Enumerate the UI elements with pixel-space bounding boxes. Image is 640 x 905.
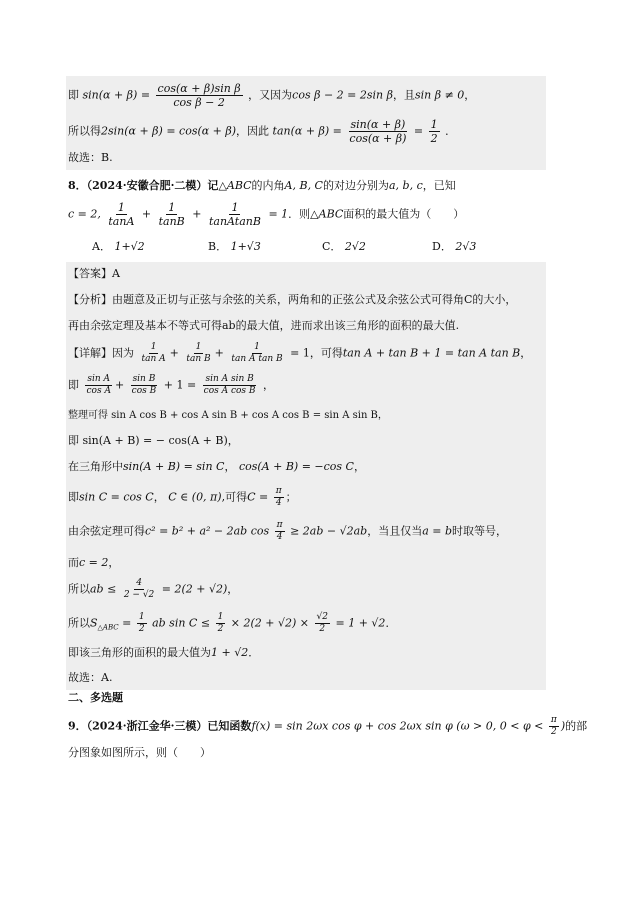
question-8-stem: 8．（2024·安徽合肥·二模）记△ABC的内角A, B, C的对边分别为a, b, c，已知 xyxy=(68,179,456,192)
detail-line-7: 由余弦定理可得c² = b² + a² − 2ab cos $\frac{\pi}{4}$ ≥ 2ab − √2ab，当且仅当a = b时取等号， xyxy=(68,520,508,542)
fraction: $\frac{\text{sin A}}{\text{cos A}}$ xyxy=(86,374,111,396)
fraction: $\frac{1}{2}$ xyxy=(138,612,145,634)
detail-line-5: 在三角形中sin(A + B) = sin C， cos(A + B) = −cos C， xyxy=(68,460,365,473)
choice-a[interactable]: A． 1+√2 xyxy=(92,240,145,253)
fraction: $\frac{1}{\text{tan A tan B}}$ xyxy=(231,342,283,364)
fraction: $\frac{1}{2}$ xyxy=(430,118,438,145)
fraction: $\frac{1}{\tan A}$ xyxy=(108,201,135,228)
previous-solution-line-3: 故选：B. xyxy=(68,151,113,164)
fraction: $\frac{1}{\text{tanAtanB}}$ xyxy=(208,201,261,228)
fraction: $\frac{4}{2 - √2}$ xyxy=(123,578,155,600)
question-9-stem: 9．（2024·浙江金华·三模）已知函数f(x) = sin 2ωx cos φ + cos 2ωx sin φ (ω > 0, 0 < φ < $\frac{\pi}{2}$ )的部 xyxy=(68,715,588,737)
fraction: $\frac{\sin(\alpha + \beta)}{\cos(\alpha + \beta)}$ xyxy=(349,118,407,145)
analysis-line-1: 【分析】由题意及正切与正弦与余弦的关系，两角和的正弦公式及余弦公式可得角C的大小， xyxy=(68,293,517,306)
choice-b[interactable]: B． 1+√3 xyxy=(208,240,261,253)
fraction: $\frac{\text{cos(α + β)sin β}}{\text{cos β − 2}}$ xyxy=(157,82,241,109)
fraction: $\frac{1}{\tan B}$ xyxy=(158,201,185,228)
detail-line-3: 整理可得 sin A cos B + cos A sin B + cos A cos B = sin A sin B， xyxy=(68,410,388,421)
fraction: $\frac{\pi}{4}$ xyxy=(275,486,282,508)
fraction: $\frac{1}{2}$ xyxy=(217,612,224,634)
question-9-stem-line-2: 分图象如图所示，则（ ） xyxy=(68,746,211,759)
fraction: $\frac{\text{sin A sin B}}{\text{cos A cos B}}$ xyxy=(203,374,256,396)
detail-line-1: 【详解】因为 $\frac{1}{\text{tan A}}$ + $\frac{1}{\text{tan B}}$ + $\frac{1}{\text{tan A tan B}}$ = 1，可得tan A + tan B + 1 = tan A tan B， xyxy=(68,342,532,364)
fraction: $\frac{\text{sin B}}{\text{cos B}}$ xyxy=(131,374,157,396)
fraction: $\frac{1}{\text{tan B}}$ xyxy=(186,342,211,364)
detail-line-4: 即 sin(A + B) = − cos(A + B)， xyxy=(68,434,239,447)
analysis-line-2: 再由余弦定理及基本不等式可得ab的最大值，进而求出该三角形的面积的最大值. xyxy=(68,319,460,332)
section-title-multiple-choice: 二、多选题 xyxy=(68,691,123,704)
detail-line-10: 所以$S_{\triangle ABC}$ = $\frac{1}{2}$ ab sin C ≤ $\frac{1}{2}$ × 2(2 + √2) × $\frac{√2}{2}$ = 1 + √2． xyxy=(68,612,397,634)
detail-line-11: 即该三角形的面积的最大值为1 + √2． xyxy=(68,646,260,659)
previous-solution-line-2: 所以得2sin(α + β) = cos(α + β)，因此 tan(α + β) = $\frac{\sin(\alpha + \beta)}{\cos(\alpha + \beta)}$ = $\frac{1}{2}$ ． xyxy=(68,118,457,145)
choice-d[interactable]: D． 2√3 xyxy=(432,240,477,253)
detail-line-9: 所以ab ≤ $\frac{4}{2 - √2}$ = 2(2 + √2)， xyxy=(68,578,239,600)
fraction: $\frac{\pi}{4}$ xyxy=(276,520,283,542)
answer-line: 【答案】A xyxy=(68,267,120,280)
previous-solution-line-1: 即 sin(α + β) = $\frac{\text{cos(α + β)sin β}}{\text{cos β − 2}}$ ，又因为cos β − 2 = 2sin β，且sin β ≠ 0， xyxy=(68,82,476,109)
fraction: $\frac{1}{\text{tan A}}$ xyxy=(141,342,166,364)
detail-line-8: 而c = 2， xyxy=(68,556,120,569)
question-8-condition: c = 2, $\frac{1}{\tan A}$ + $\frac{1}{\tan B}$ + $\frac{1}{\text{tanAtanB}}$ = 1．则△ABC面积的最大值为（ ） xyxy=(68,201,465,228)
fraction: $\frac{\pi}{2}$ xyxy=(550,715,557,737)
fraction: $\frac{√2}{2}$ xyxy=(316,612,328,634)
detail-line-6: 即sin C = cos C， C ∈ (0, π),可得C = $\frac{\pi}{4}$ ； xyxy=(68,486,297,508)
choice-c[interactable]: C． 2√2 xyxy=(322,240,366,253)
detail-line-12: 故选：A. xyxy=(68,671,113,684)
detail-line-2: 即 $\frac{\text{sin A}}{\text{cos A}}$ + $\frac{\text{sin B}}{\text{cos B}}$ + 1 = $\frac{\text{sin A sin B}}{\text{cos A cos B}}$ ， xyxy=(68,374,275,396)
